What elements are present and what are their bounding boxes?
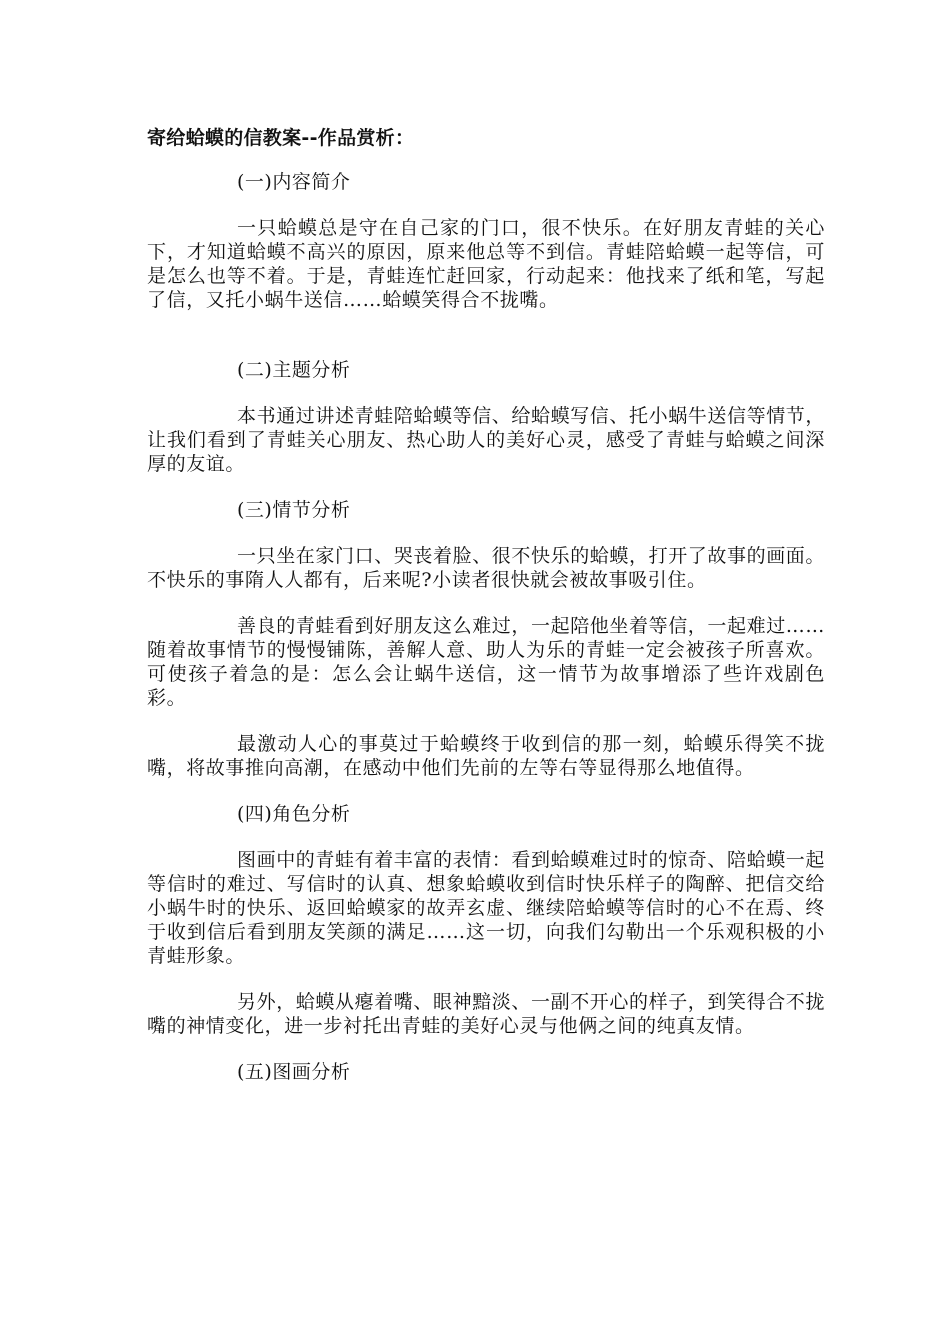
section-heading: (五)图画分析 [237,1061,351,1083]
section-heading: (四)角色分析 [237,803,351,825]
paragraph: 最激动人心的事莫过于蛤蟆终于收到信的那一刻，蛤蟆乐得笑不拢嘴，将故事推向高潮，在感动中他们先前的左等右等显得那么地值得。 [147,733,825,779]
paragraph: 一只坐在家门口、哭丧着脸、很不快乐的蛤蟆，打开了故事的画面。不快乐的事隋人人都有，后来呢?小读者很快就会被故事吸引住。 [147,545,826,591]
section-illustration-analysis [147,1060,825,1084]
paragraph: 本书通过讲述青蛙陪蛤蟆等信、给蛤蟆写信、托小蜗牛送信等情节，让我们看到了青蛙关心朋友、热心助人的美好心灵，感受了青蛙与蛤蟆之间深厚的友谊。 [147,405,826,475]
section-heading: (一)内容简介 [237,171,351,193]
paragraph: 一只蛤蟆总是守在自己家的门口，很不快乐。在好朋友青蛙的关心下，才知道蛤蟆不高兴的原因，原来他总等不到信。青蛙陪蛤蟆一起等信，可是怎么也等不着。于是，青蛙连忙赶回家，行动起来：他找来了纸和笔，写起了信，又托小蜗牛送信……蛤蟆笑得合不拢嘴。 [147,217,825,311]
section-heading: (三)情节分析 [237,499,351,521]
section-theme-analysis [147,358,825,476]
section-content-summary [147,170,825,312]
document-title: 寄给蛤蟆的信教案--作品赏析： [147,127,415,149]
paragraph: 图画中的青蛙有着丰富的表情：看到蛤蟆难过时的惊奇、陪蛤蟆一起等信时的难过、写信时的认真、想象蛤蟆收到信时快乐样子的陶醉、把信交给小蜗牛时的快乐、返回蛤蟆家的故弄玄虚、继续陪蛤蟆等信时的心不在焉、终于收到信后看到朋友笑颜的满足……这一切，向我们勾勒出一个乐观积极的小青蛙形象。 [147,849,826,967]
section-plot-analysis [147,498,825,780]
document-page [147,124,825,1106]
section-heading: (二)主题分析 [237,359,351,381]
paragraph: 另外，蛤蟆从瘪着嘴、眼神黯淡、一副不开心的样子，到笑得合不拢嘴的神情变化，进一步衬托出青蛙的美好心灵与他俩之间的纯真友情。 [147,991,826,1037]
section-character-analysis [147,802,825,1038]
paragraph: 善良的青蛙看到好朋友这么难过，一起陪他坐着等信，一起难过……随着故事情节的慢慢铺陈，善解人意、助人为乐的青蛙一定会被孩子所喜欢。可使孩子着急的是：怎么会让蜗牛送信，这一情节为故事增添了些许戏剧色彩。 [147,615,826,709]
